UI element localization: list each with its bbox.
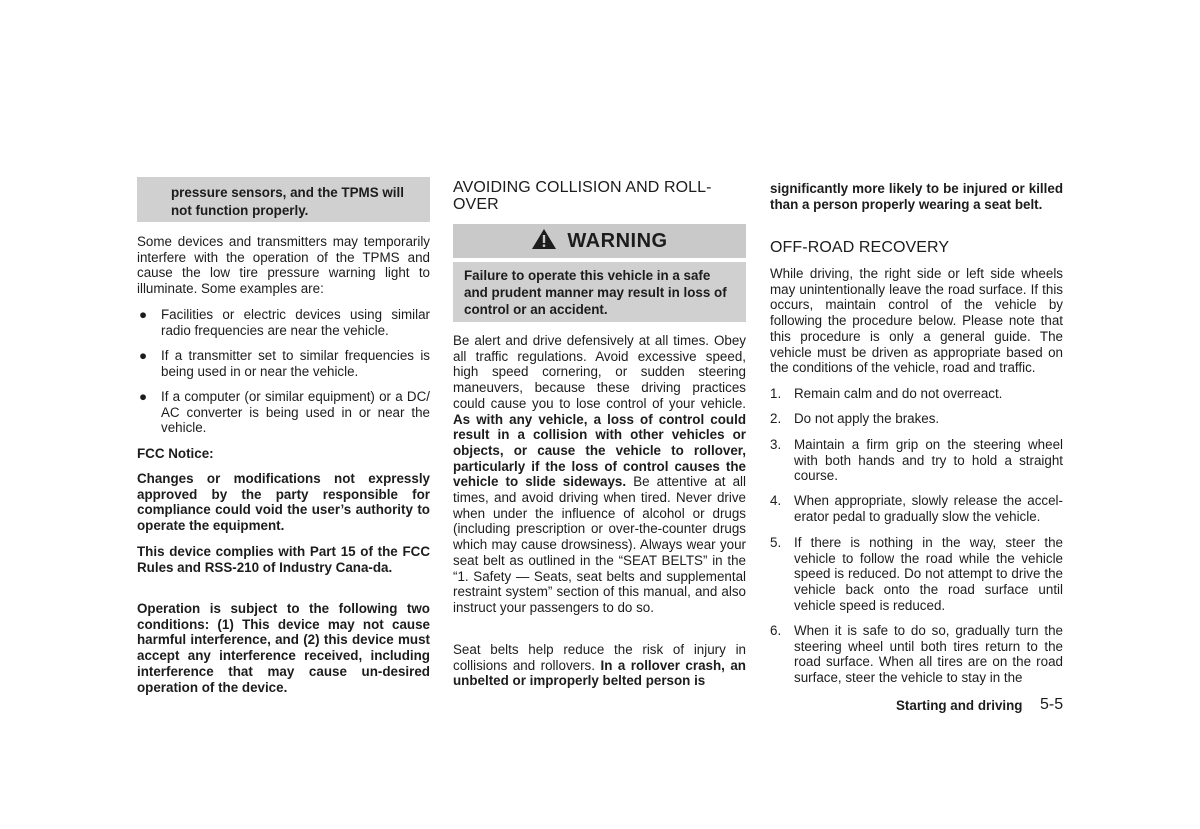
bullet-icon: ● (139, 389, 148, 404)
tpms-continued-text: pressure sensors, and the TPMS will not function properly. (171, 185, 404, 218)
collision-p2-text-b: In a rollover crash, an unbelted or improperly belted person is (453, 657, 746, 689)
list-item (770, 437, 1063, 484)
rollover-continued-text: significantly more likely to be injured or killed than a person properly wearing a seat belt. (770, 181, 1063, 212)
step-text: If there is nothing in the way, steer the vehicle to follow the road while the vehicle speed is reduced. Do not attempt to drive the vehicle back onto the road surface until vehicle speed is reduced. (794, 535, 1063, 613)
list-item (770, 493, 1063, 524)
bullet-icon: ● (139, 348, 148, 363)
section-heading-collision: AVOIDING COLLISION AND ROLL-OVER (453, 179, 712, 213)
step-number: 4. (770, 493, 782, 508)
step-text: Remain calm and do not overreact. (794, 386, 1003, 401)
step-number: 1. (770, 386, 782, 401)
step-text: Maintain a firm grip on the steering wheel with both hands and try to hold a straight course. (794, 437, 1063, 484)
step-text: When it is safe to do so, gradually turn the steering wheel until both tires return to the road surface. When all tires are on the road surface, steer the vehicle to stay in the (794, 623, 1063, 686)
list-item (770, 386, 1063, 402)
list-item-text: Facilities or electric devices using similar radio frequencies are near the vehicle. (161, 307, 430, 338)
bullet-icon: ● (139, 307, 148, 322)
tpms-interference-intro: Some devices and transmitters may temporarily interfere with the operation of the TPMS and cause the low tire pressure warning light to illuminate. Some examples are: (137, 234, 430, 297)
warning-header (453, 224, 746, 258)
fcc-notice-paragraph-3: Operation is subject to the following two conditions: (1) This device may not cause harmful interference, and (2) this device must accept any interference received, including interference that may cause un-desired operation of the device. (137, 601, 430, 695)
list-item (137, 348, 430, 379)
step-text: Do not apply the brakes. (794, 411, 940, 426)
offroad-intro: While driving, the right side or left side wheels may unintentionally leave the road surface. If this occurs, maintain control of the vehicle by following the procedure below. Please note that this procedure is only a general guide. The vehicle must be driven as appropriate based on the conditions of the vehicle, road and traffic. (770, 266, 1063, 376)
warning-triangle-icon (531, 228, 557, 255)
footer-section-name: Starting and driving (896, 698, 1023, 713)
fcc-notice-paragraph-1: Changes or modifications not expressly approved by the party responsible for compliance could void the user’s authority to operate the equipment. (137, 471, 430, 534)
list-item (770, 623, 1063, 686)
warning-body (453, 262, 746, 322)
step-number: 5. (770, 535, 782, 550)
list-item-text: If a transmitter set to similar frequencies is being used in or near the vehicle. (161, 348, 430, 379)
collision-p1-text-b: As with any vehicle, a loss of control could result in a collision with other vehicles or objects, or cause the vehicle to rollover, particularly if the loss of control causes the vehicle to slide sideways. (453, 411, 746, 490)
step-number: 6. (770, 623, 782, 638)
step-number: 3. (770, 437, 782, 452)
section-heading-offroad: OFF-ROAD RECOVERY (770, 239, 950, 256)
fcc-notice-title: FCC Notice: (137, 446, 214, 461)
collision-paragraph-2 (453, 642, 746, 689)
step-text: When appropriate, slowly release the accel-erator pedal to gradually slow the vehicle. (794, 493, 1063, 524)
list-item (137, 307, 430, 338)
list-item-text: If a computer (or similar equipment) or a DC/ AC converter is being used in or near the vehicle. (161, 389, 430, 436)
collision-paragraph-1 (453, 333, 746, 616)
collision-p2-text-a: Seat belts help reduce the risk of injury in collisions and rollovers. (453, 642, 746, 673)
warning-text: Failure to operate this vehicle in a safe and prudent manner may result in loss of control or an accident. (464, 268, 727, 317)
list-item (770, 535, 1063, 614)
footer-page-number: 5-5 (1040, 696, 1064, 713)
collision-p1-text-a: Be alert and drive defensively at all times. Obey all traffic regulations. Avoid excessive speed, high speed cornering, or sudden steering maneuvers, because these driving practices could cause you to lose control of your vehicle. (453, 333, 746, 411)
fcc-notice-paragraph-2: This device complies with Part 15 of the FCC Rules and RSS-210 of Industry Cana-da. (137, 544, 430, 575)
list-item (770, 411, 1063, 427)
tpms-continued-box (137, 177, 430, 222)
step-number: 2. (770, 411, 782, 426)
warning-label: WARNING (567, 229, 668, 252)
collision-p1-text-c: Be attentive at all times, and avoid driving when tired. Never drive when under the influence of alcohol or drugs (including prescription or over-the-counter drugs which may cause drowsiness). Always wear your seat belt as outlined in the “SEAT BELTS” in the “1. Safety — Seats, seat belts and supplemental restraint system” section of this manual, and also instruct your passengers to do so. (453, 474, 746, 615)
list-item (137, 389, 430, 436)
